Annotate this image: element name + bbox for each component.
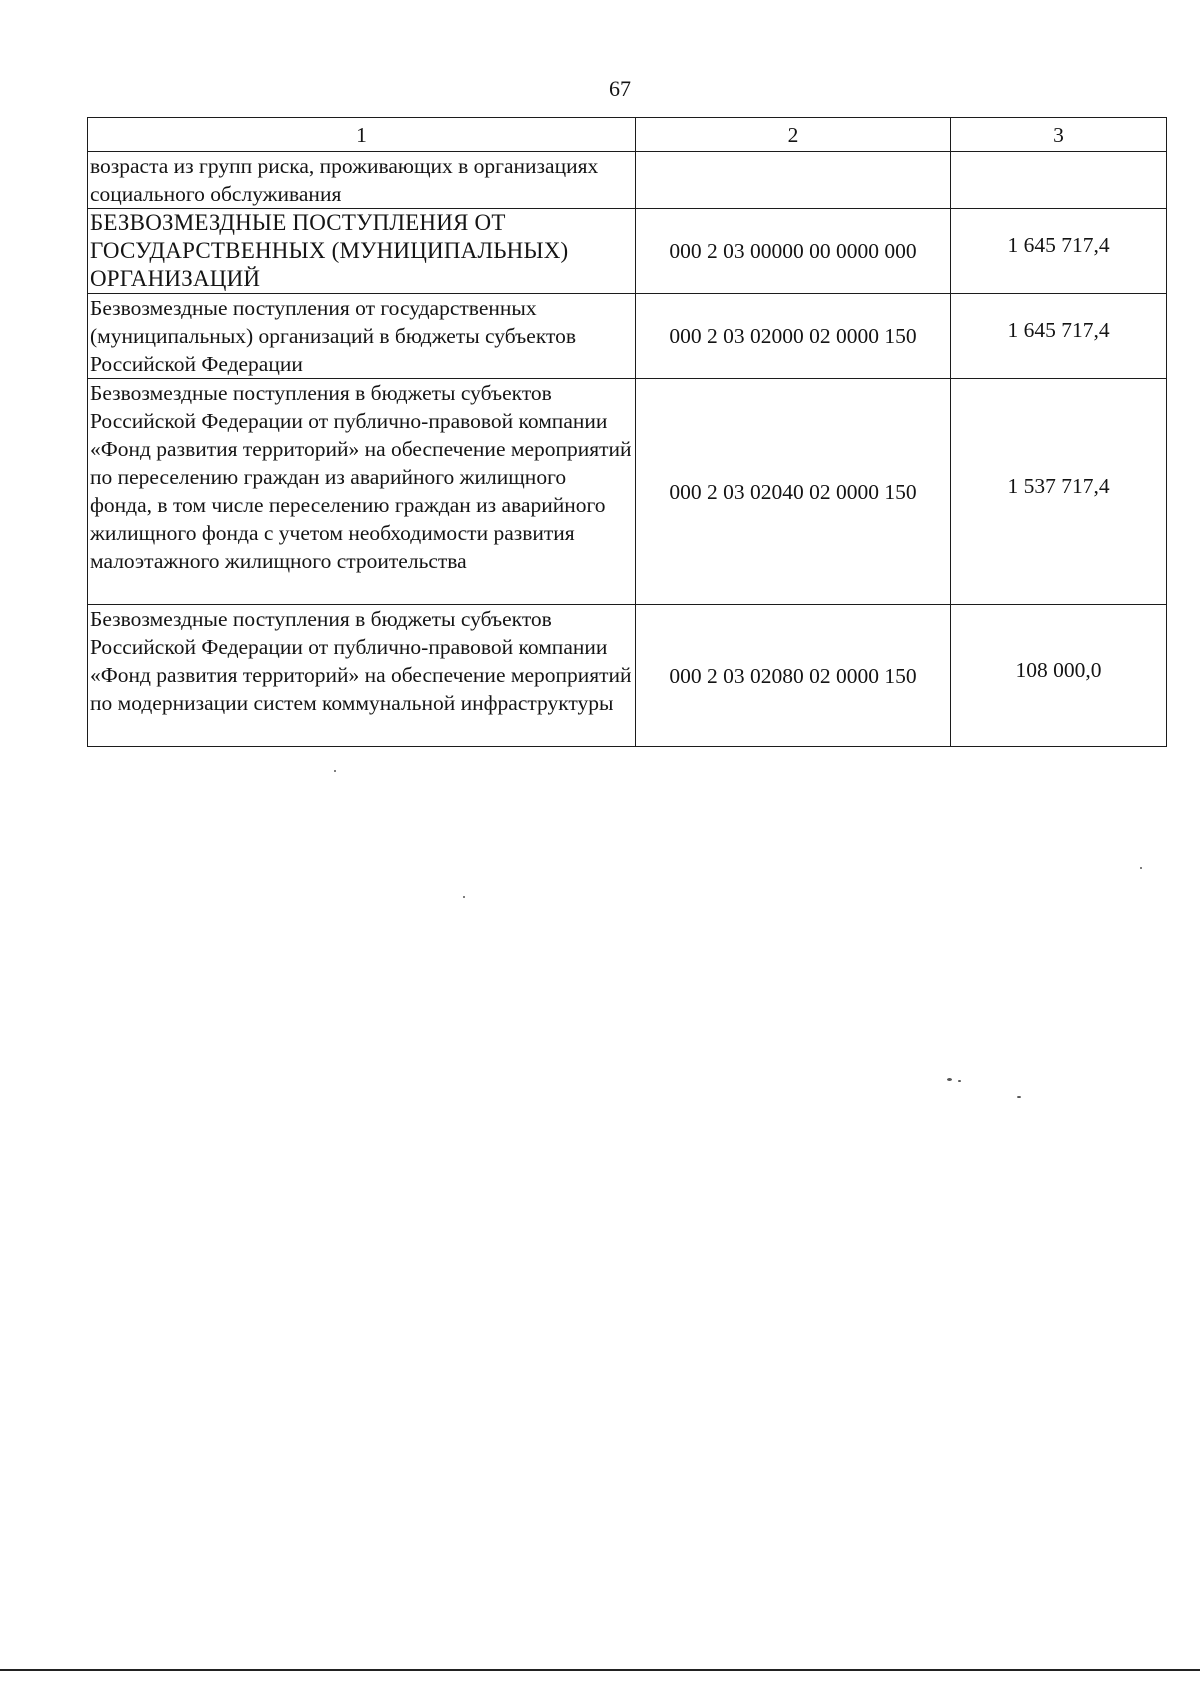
revenue-table: [87, 117, 1167, 747]
row-amount-value: 1 645 717,4: [1007, 233, 1110, 257]
page-bottom-rule: [0, 1669, 1200, 1671]
row-code: 000 2 03 02080 02 0000 150: [636, 605, 951, 747]
table-row: [88, 209, 1167, 294]
table-header-row: [88, 118, 1167, 152]
page-number: 67: [609, 76, 631, 101]
scan-speck: [958, 1080, 961, 1082]
table-row: [88, 379, 1167, 605]
row-amount: [951, 294, 1167, 379]
row-name: возраста из групп риска, проживающих в организациях социального обслуживания: [88, 152, 636, 209]
row-name: Безвозмездные поступления от государственных (муниципальных) организаций в бюджеты субъектов Российской Федерации: [88, 294, 636, 379]
row-amount: [951, 209, 1167, 294]
row-amount-value: 1 645 717,4: [1007, 318, 1110, 342]
row-code: 000 2 03 02040 02 0000 150: [636, 379, 951, 605]
table-row: [88, 605, 1167, 747]
table-row: [88, 294, 1167, 379]
row-code: 000 2 03 02000 02 0000 150: [636, 294, 951, 379]
scan-speck: [1017, 1096, 1021, 1098]
table-row: [88, 152, 1167, 209]
scan-speck: [947, 1078, 952, 1081]
column-header-3: 3: [951, 118, 1167, 152]
row-code: 000 2 03 00000 00 0000 000: [636, 209, 951, 294]
row-name: Безвозмездные поступления в бюджеты субъектов Российской Федерации от публично-правовой компании «Фонд развития территорий» на обеспечение мероприятий по модернизации систем коммунальной инфраструктуры: [88, 605, 636, 747]
row-amount-value: 1 537 717,4: [1007, 473, 1110, 498]
row-amount: [951, 605, 1167, 747]
row-name: БЕЗВОЗМЕЗДНЫЕ ПОСТУПЛЕНИЯ ОТ ГОСУДАРСТВЕННЫХ (МУНИЦИПАЛЬНЫХ) ОРГАНИЗАЦИЙ: [88, 209, 636, 294]
row-code: [636, 152, 951, 209]
row-amount-value: 108 000,0: [1015, 657, 1102, 682]
row-amount: [951, 379, 1167, 605]
scan-speck: [334, 770, 336, 772]
scan-speck: [463, 896, 465, 898]
column-header-1: 1: [88, 118, 636, 152]
row-name: Безвозмездные поступления в бюджеты субъектов Российской Федерации от публично-правовой компании «Фонд развития территорий» на обеспечение мероприятий по переселению граждан из аварийного жилищного фонда, в том числе переселению граждан из аварийного жилищного фонда с учетом необходимости развития малоэтажного жилищного строительства: [88, 379, 636, 605]
row-amount: [951, 152, 1167, 209]
column-header-2: 2: [636, 118, 951, 152]
scan-speck: [1140, 867, 1142, 869]
